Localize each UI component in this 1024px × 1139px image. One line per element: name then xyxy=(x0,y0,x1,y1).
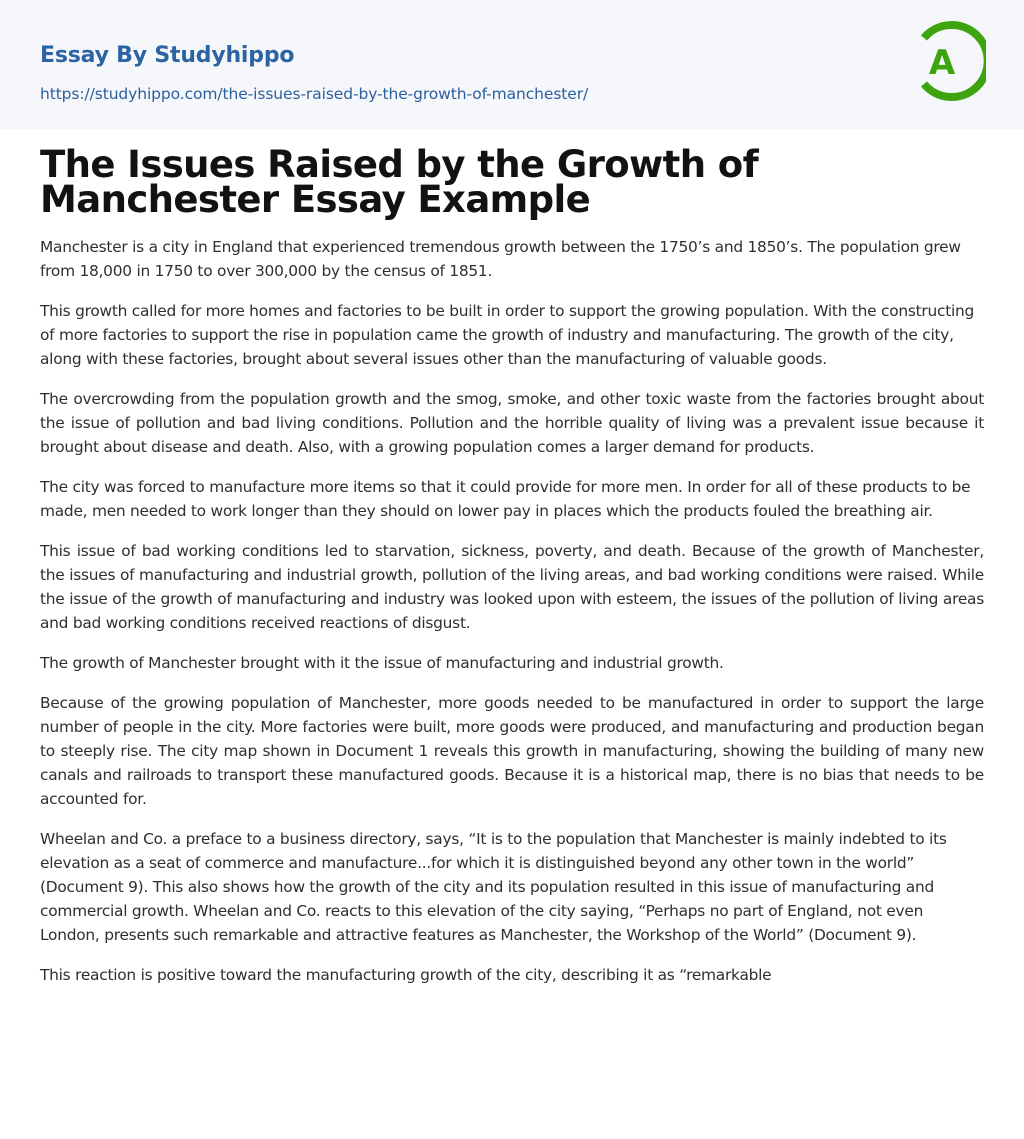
essay-paragraph: The growth of Manchester brought with it the issue of manufacturing and industrial growth. xyxy=(40,654,724,672)
essay-paragraph: Wheelan and Co. a preface to a business directory, says, “It is to the population that Manchester is mainly indebted to its elevation as a seat of commerce and manufacture...for which it is distinguished beyond any other town in the world” (Document 9). This also shows how the growth of the city and its population resulted in this issue of manufacturing and commercial growth. Wheelan and Co. reacts to this elevation of the city saying, “Perhaps no part of England, not even London, presents such remarkable and attractive features as Manchester, the Workshop of the World” (Document 9). xyxy=(40,830,947,944)
site-header xyxy=(0,0,1024,129)
essay-paragraph: This reaction is positive toward the manufacturing growth of the city, describing it as “remarkable xyxy=(40,966,772,984)
essay-paragraph: Because of the growing population of Manchester, more goods needed to be manufactured in order to support the large number of people in the city. More factories were built, more goods were produced, and manufacturing and production began to steeply rise. The city map shown in Document 1 reveals this growth in manufacturing, showing the building of many new canals and railroads to transport these manufactured goods. Because it is a historical map, there is no bias that needs to be accounted for. xyxy=(40,694,984,808)
studyhippo-logo-icon[interactable] xyxy=(916,18,986,104)
essay-paragraph: This issue of bad working conditions led to starvation, sickness, poverty, and death. Because of the growth of Manchester, the issues of manufacturing and industrial growth, pollution of the living areas, and bad working conditions were raised. While the issue of the growth of manufacturing and industry was looked upon with esteem, the issues of the pollution of living areas and bad working conditions received reactions of disgust. xyxy=(40,542,984,632)
essay-content xyxy=(0,129,1024,987)
essay-paragraph: The city was forced to manufacture more items so that it could provide for more men. In order for all of these products to be made, men needed to work longer than they should on lower pay in places which the products fouled the breathing air. xyxy=(40,478,971,520)
site-title: Essay By Studyhippo xyxy=(40,43,295,68)
page-title: The Issues Raised by the Growth of Manchester Essay Example xyxy=(40,143,759,221)
logo-letter: A xyxy=(928,43,956,83)
essay-paragraph: The overcrowding from the population growth and the smog, smoke, and other toxic waste from the factories brought about the issue of pollution and bad living conditions. Pollution and the horrible quality of living was a prevalent issue because it brought about disease and death. Also, with a growing population comes a larger demand for products. xyxy=(40,390,984,456)
source-url-link[interactable]: https://studyhippo.com/the-issues-raised-by-the-growth-of-manchester/ xyxy=(40,85,589,103)
logo-graphic xyxy=(916,18,986,104)
essay-paragraph: Manchester is a city in England that experienced tremendous growth between the 1750’s and 1850’s. The population grew from 18,000 in 1750 to over 300,000 by the census of 1851. xyxy=(40,238,961,280)
essay-paragraph: This growth called for more homes and factories to be built in order to support the growing population. With the constructing of more factories to support the rise in population came the growth of industry and manufacturing. The growth of the city, along with these factories, brought about several issues other than the manufacturing of valuable goods. xyxy=(40,302,975,368)
